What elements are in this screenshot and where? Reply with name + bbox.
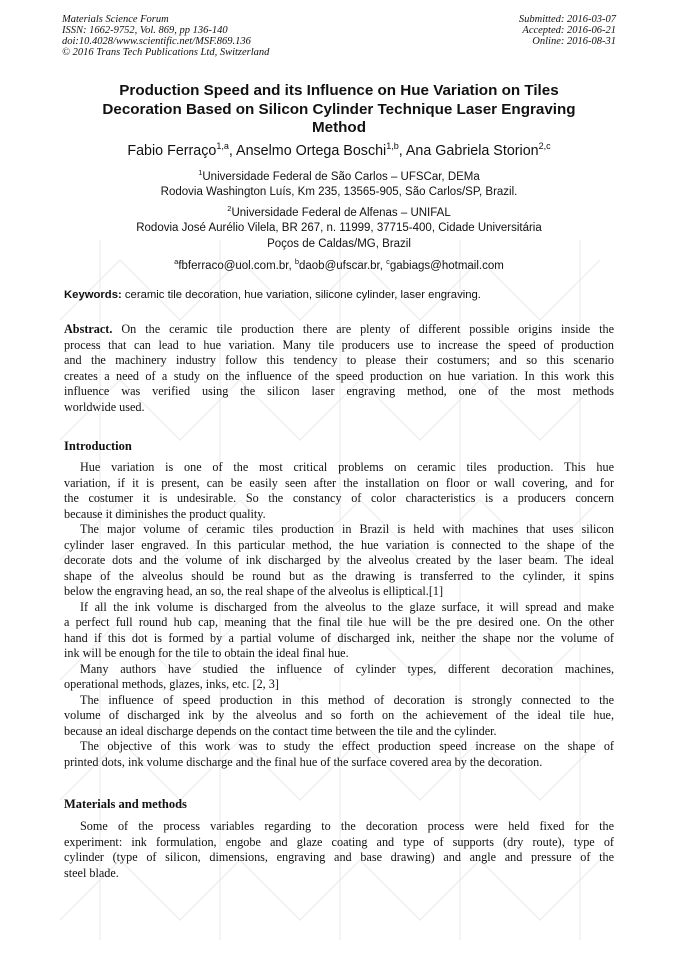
body-line: Some of the process variables regarding to the decoration process were held fixed for the <box>80 819 614 833</box>
body-line: variation, if it is present, can be easily seen after the installation on floor or wall covering, and for <box>64 475 614 490</box>
body-line: Hue variation is one of the most critical problems on ceramic tiles production. This hue <box>80 460 614 474</box>
author-affiliation-mark: 1,b <box>386 141 399 151</box>
online-date: Online: 2016-08-31 <box>532 36 616 47</box>
body-line: decorate dots and the volume of ink discharged by the alveolus created by the laser beam. The ideal <box>64 553 614 567</box>
abstract-line: influence was verified using the silicon laser engraving method, one of the most methods <box>64 384 614 398</box>
copyright-line: © 2016 Trans Tech Publications Ltd, Switzerland <box>62 47 270 58</box>
abstract-label: Abstract. <box>64 322 113 336</box>
email-mark: b <box>294 257 299 266</box>
journal-info <box>62 14 269 58</box>
affiliation-2 <box>64 201 614 252</box>
body-line: cylinder (type of silicon, dimensions, engraving and base drawing) and angle and pressure of the <box>64 850 614 864</box>
email-link[interactable]: fbferraco@uol.com.br <box>178 259 289 272</box>
keywords-label: Keywords: <box>64 289 122 301</box>
body-line: ink will be enough for the tile to obtain the ideal final hue. <box>64 646 349 660</box>
body-line: because an ideal discharge depends on the contact time between the tile and the cylinder. <box>64 723 497 738</box>
body-line: operational methods, glazes, inks, etc. [2, 3] <box>64 677 279 691</box>
body-line: The influence of speed production in this method of decoration is strongly connected to the <box>80 692 614 707</box>
section-heading-methods: Materials and methods <box>64 797 187 811</box>
author-list: Fabio Ferraço$^{1,a}$, Anselmo Ortega Boschi$^{1,b}$, Ana Gabriela Storion$^{2,c}$ <box>127 141 551 159</box>
abstract-line: creates a need of a study on the influence of the speed production on hue variation. In this work this <box>64 368 614 383</box>
introduction-body <box>64 460 614 770</box>
author-name: Fabio Ferraço <box>127 142 217 159</box>
body-line: experiment: ink formulation, engobe and glaze coating and type of supports (dry route), type of <box>64 834 614 849</box>
accepted-date: Accepted: 2016-06-21 <box>522 25 616 36</box>
title-line: Method <box>312 119 366 136</box>
affiliation-line: Rodovia José Aurélio Vilela, BR 267, n. 11999, 37715-400, Cidade Universitária <box>136 222 542 235</box>
title-line: Decoration Based on Silicon Cylinder Technique Laser Engraving <box>102 100 576 118</box>
body-line: cylinder laser engraved. In this particular method, the hue variation is connected to the shape of the <box>64 537 614 552</box>
email-mark: c <box>386 257 390 266</box>
affiliation-mark: 1 <box>198 168 203 177</box>
affiliation-line: Poços de Caldas/MG, Brazil <box>267 237 411 250</box>
keywords <box>64 289 614 301</box>
body-line: The objective of this work was to study the effect production speed increase on the shape of <box>80 739 614 753</box>
body-line: printed dots, ink volume discharge and the final hue of the surface covered area by the decoration. <box>64 754 543 769</box>
author-emails: $^a$fbferraco@uol.com.br, $^b$daob@ufscar.br, $^c$gabiags@hotmail.com <box>174 257 504 272</box>
paper-title <box>64 82 614 138</box>
submitted-date: Submitted: 2016-03-07 <box>518 14 616 25</box>
body-line: shape of the alveolus should be round but as the drawing is transferred to the cylinder, it spins <box>64 568 614 583</box>
doi-line: doi:10.4028/www.scientific.net/MSF.869.136 <box>62 36 251 47</box>
body-line: volume of discharged ink by the alveolus and so forth on the achievement of the ideal tile hue, <box>64 708 614 722</box>
affiliation-line: Universidade Federal de Alfenas – UNIFAL <box>231 206 451 219</box>
author-name: Ana Gabriela Storion <box>405 142 539 159</box>
body-line: Many authors have studied the influence of cylinder types, different decoration machines, <box>80 661 614 676</box>
body-line: If all the ink volume is discharged from the alveolus to the glaze surface, it will spread and make <box>80 599 614 614</box>
issn-line: ISSN: 1662-9752, Vol. 869, pp 136-140 <box>62 25 228 36</box>
affiliation-1 <box>64 165 614 201</box>
body-line: the costumer it is undesirable. So the constancy of color characteristics is a producers concern <box>64 491 614 505</box>
title-line: Production Speed and its Influence on Hue Variation on Tiles <box>119 82 559 99</box>
body-line: because it diminishes the product quality. <box>64 506 266 521</box>
body-line: The major volume of ceramic tiles production in Brazil is held with machines that uses silicon <box>80 522 614 536</box>
keywords-text: ceramic tile decoration, hue variation, silicone cylinder, laser engraving. <box>124 289 481 301</box>
abstract <box>64 322 614 415</box>
body-line: hand if this dot is formed by a partial volume of discharged ink, neither the shape nor the volume of <box>64 630 614 645</box>
methods-body <box>64 819 614 881</box>
body-line: a perfect full round hub cap, meaning that the final tile hue will be the pre desired one. On the other <box>64 615 614 629</box>
affiliation-mark: 2 <box>227 204 232 213</box>
abstract-line: Abstract. On the ceramic tile production there are plenty of different possible origins inside the <box>64 322 615 336</box>
author-affiliation-mark: 1,a <box>216 141 229 151</box>
author-name: Anselmo Ortega Boschi <box>236 142 387 159</box>
email-link[interactable]: daob@ufscar.br <box>299 259 380 272</box>
affiliation-line: Rodovia Washington Luís, Km 235, 13565-905, São Carlos/SP, Brazil. <box>160 186 518 199</box>
email-link[interactable]: gabiags@hotmail.com <box>389 259 504 272</box>
author-affiliation-mark: 2,c <box>538 141 551 151</box>
affiliation-line: Universidade Federal de São Carlos – UFSCar, DEMa <box>202 170 480 183</box>
email-mark: a <box>174 257 179 266</box>
journal-name: Materials Science Forum <box>62 14 169 25</box>
abstract-line: worldwide used. <box>64 399 145 414</box>
section-heading-introduction: Introduction <box>64 439 132 453</box>
abstract-line: process that can lead to hue variation. Many tile producers use to increase the speed of production <box>64 337 614 352</box>
abstract-line: and the machinery industry follow this tendency to please their costumers; and so this scenario <box>64 353 614 367</box>
submission-dates <box>519 14 616 47</box>
body-line: below the engraving head, an so, the real shape of the alveolus is elliptical.[1] <box>64 584 444 598</box>
body-line: steel blade. <box>64 865 119 880</box>
